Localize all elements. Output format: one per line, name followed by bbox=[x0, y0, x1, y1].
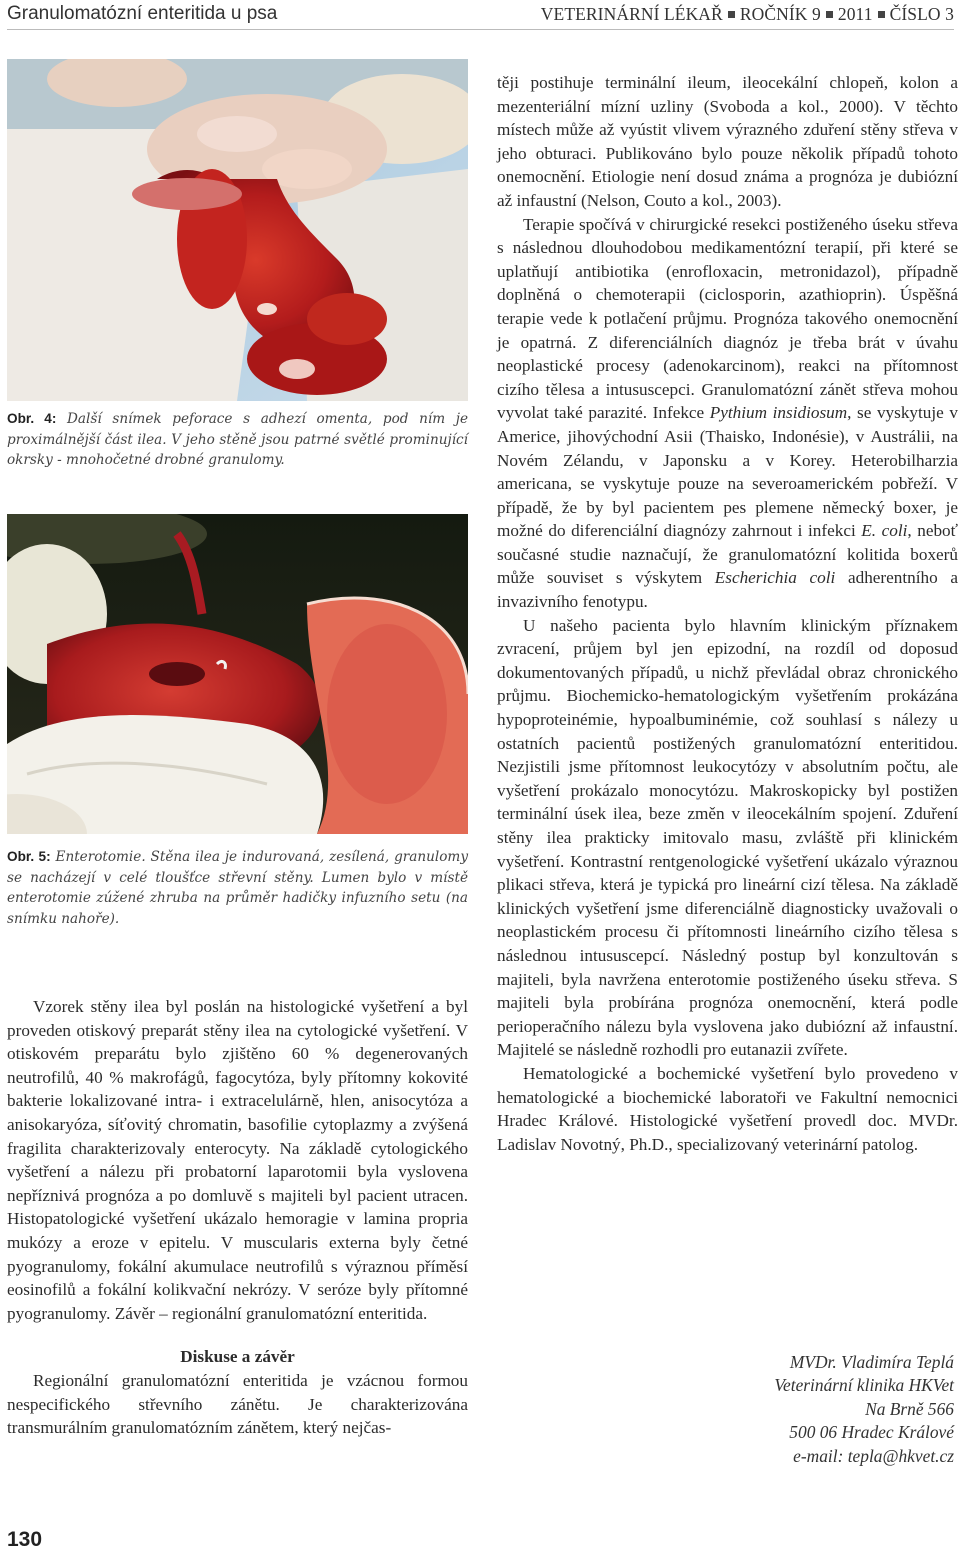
left-text-column bbox=[7, 995, 468, 1440]
journal-info bbox=[541, 4, 954, 25]
paragraph: U našeho pacienta bylo hlavním klinickým příznakem zvracení, průjem byl jen epizodní, na rozdíl od doposud dokumentovaných případů, u nichž převládal obraz chronického průjmu. Biochemicko-hematologickým vyšetřením prokázána hypoproteinémie, hypoalbuminémie, což souhlasí s nálezy u ostatních pacientů postižených granulomatózní enteritidou. Nezjistili jsme přítomnost leukocytózy v absolutním počtu, ale vyšetření prokázalo monocytózu. Makroskopicky byl postižen terminální úsek ilea, beze změn v ileocekálním spojení. Zduření stěny ilea prakticky imitovalo masu, zvláště při klinickém vyšetření. Kontrastní rentgenologické vyšetření ukázalo výraznou plikaci střeva, která je typická pro lineární cizí tělesa. Na základě klinických vyšetření jsme diferenciálně diagnosticky uvažovali o neoplastickém procesu či přítomnosti lineárního cizího tělesa s následnou intususcepcí. Následný postup byl konzultován s majiteli, byla navržena enterotomie postiženého úseku střeva. S majiteli byla probírána prognóza onemocnění, která podle perioperačního nálezu byla vyslovena jako dubiózní až infaustní. Majitelé se následně rozhodli pro eutanazii zvířete. bbox=[497, 615, 958, 1060]
paragraph: Hematologické a bochemické vyšetření bylo provedeno v hematologické a biochemické laboratoři ve Fakultní nemocnici Hradec Králové. Histologické vyšetření provedl doc. MVDr. Ladislav Novotný, Ph.D., specializovaný veterinární patolog. bbox=[497, 1063, 958, 1154]
paragraph: těji postihuje terminální ileum, ileocekální chlopeň, kolon a mezenteriální mízní uzliny (Svoboda a kol., 2000). V těchto místech může až vyústit vlivem výrazného zduření stěny střeva v jeho obturaci. Publikováno bylo pouze několik případů tohoto onemocnění. Etiologie není dosud známa a prognóza je dubiózní až infaustní (Nelson, Couto a kol., 2003). bbox=[497, 73, 958, 210]
journal-volume: ROČNÍK 9 bbox=[739, 4, 821, 24]
journal-name: VETERINÁRNÍ LÉKAŘ bbox=[540, 4, 723, 24]
species-name: Escherichia coli bbox=[714, 568, 836, 588]
figure-5-text: Enterotomie. Stěna ilea je indurovaná, zesílená, granulomy se nacházejí v celé tloušťce střevní stěny. Lumen bylo v místě enterotomie zúžené zhruba na průměr hadičky infuzního setu (na snímku nahoře). bbox=[7, 849, 468, 927]
paragraph bbox=[497, 213, 958, 614]
figure-5-photo bbox=[7, 514, 468, 834]
author-email: e-mail: tepla@hkvet.cz bbox=[793, 1445, 954, 1466]
figure-5-label: Obr. 5: bbox=[7, 849, 51, 864]
author-clinic: Veterinární klinika HKVet bbox=[774, 1375, 954, 1396]
figure-4-caption bbox=[7, 409, 468, 471]
header-divider bbox=[7, 29, 954, 30]
section-heading: Diskuse a závěr bbox=[180, 1347, 295, 1367]
paragraph: Vzorek stěny ilea byl poslán na histologické vyšetření a byl proveden otiskový preparát stěny ilea na cytologické vyšetření. V otiskovém preparátu bylo zjištěno 60 % degenerovaných neutrofilů, 40 % makrofágů, fagocytóza, byly přítomny kokovité bakterie lokalizované intra- i extracelulárně, hlen, anisocytóza a anisokaryóza, síťovitý chromatin, basofilie cytoplazmy a zvýšená fragilita charakterizovaly enterocyty. Na základě cytologického vyšetření a nálezu při probatorní laparotomii byla vyslovena nepříznivá prognóza a po domluvě s majiteli byl pacient utracen. Histopatologické vyšetření ukázalo hemoragie v lamina propria mukózy a eroze v epitelu. V muscularis externa byly četné pyogranulomy, fokální akumulace neutrofilů s výraznou příměsí eosinofilů a fokální kolikvační nekrózy. V seróze byly přítomné pyogranulomy. Závěr – regionální granulomatózní enteritida. bbox=[7, 997, 468, 1323]
square-bullet-icon bbox=[728, 11, 735, 18]
figure-4-label: Obr. 4: bbox=[7, 411, 57, 426]
author-city: 500 06 Hradec Králové bbox=[789, 1422, 954, 1443]
text-run: , neboť současné studie naznačují, že granulomatózní kolitida boxerů může souviset s výskytem bbox=[497, 521, 958, 588]
figure-4-photo bbox=[7, 59, 468, 401]
journal-year: 2011 bbox=[837, 4, 873, 24]
text-run: Terapie spočívá v chirurgické resekci postiženého úseku střeva s následnou dlouhodobou medikamentózní terapií, při které se uplatňují antibiotika (enrofloxacin, metronidazol), případně doplněná o chemoterapii (ciclosporin, azathioprin). Úspěšná terapie vede k potlačení průjmu. Prognóza takového onemocnění je opatrná. Z diferenciálních diagnóz je třeba brát v úvahu neoplastické procesy (adenokarcinom), reakci na přítomnost cizího tělesa a intususcepci. Granulomatózní zánět střeva mohou vyvolat také parazité. Infekce bbox=[497, 214, 958, 423]
author-signature bbox=[774, 1351, 954, 1468]
running-header bbox=[0, 0, 960, 30]
journal-issue: ČÍSLO 3 bbox=[889, 4, 954, 24]
figure-4-text: Další snímek peforace s adhezí omenta, pod ním je proximálnější část ilea. V jeho stěně jsou patrné světlé prominující okrsky - mnohočetné drobné granulomy. bbox=[7, 411, 468, 468]
species-name: E. coli bbox=[861, 521, 908, 541]
square-bullet-icon bbox=[826, 11, 833, 18]
square-bullet-icon bbox=[878, 11, 885, 18]
species-name: Pythium insidiosum bbox=[709, 403, 848, 423]
figure-5-caption bbox=[7, 847, 468, 929]
page-number: 130 bbox=[7, 1528, 43, 1551]
author-street: Na Brně 566 bbox=[865, 1398, 954, 1419]
text-run: , se vyskytuje v Americe, jihovýchodní Asii (Thaisko, Indonésie), v Austrálii, na Novém Zélandu, v Japonsku a v Korey. Heterobilharzia americana, se vyskytuje pouze na severoamerickém pobřeží. V případě, že by byl pacientem pes plemene německý boxer, je možné do diferenciální diagnózy zahrnout i infekci bbox=[497, 403, 958, 541]
right-text-column bbox=[497, 71, 958, 1156]
author-name: MVDr. Vladimíra Teplá bbox=[789, 1352, 954, 1372]
text-run: adherentního a invazivního fenotypu. bbox=[497, 568, 958, 612]
running-title: Granulomatózní enteritida u psa bbox=[7, 3, 278, 24]
paragraph: Regionální granulomatózní enteritida je vzácnou formou nespecifického střevního zánětu. Je charakterizována transmurálním granulomatózním zánětem, který nejčas- bbox=[7, 1370, 468, 1438]
